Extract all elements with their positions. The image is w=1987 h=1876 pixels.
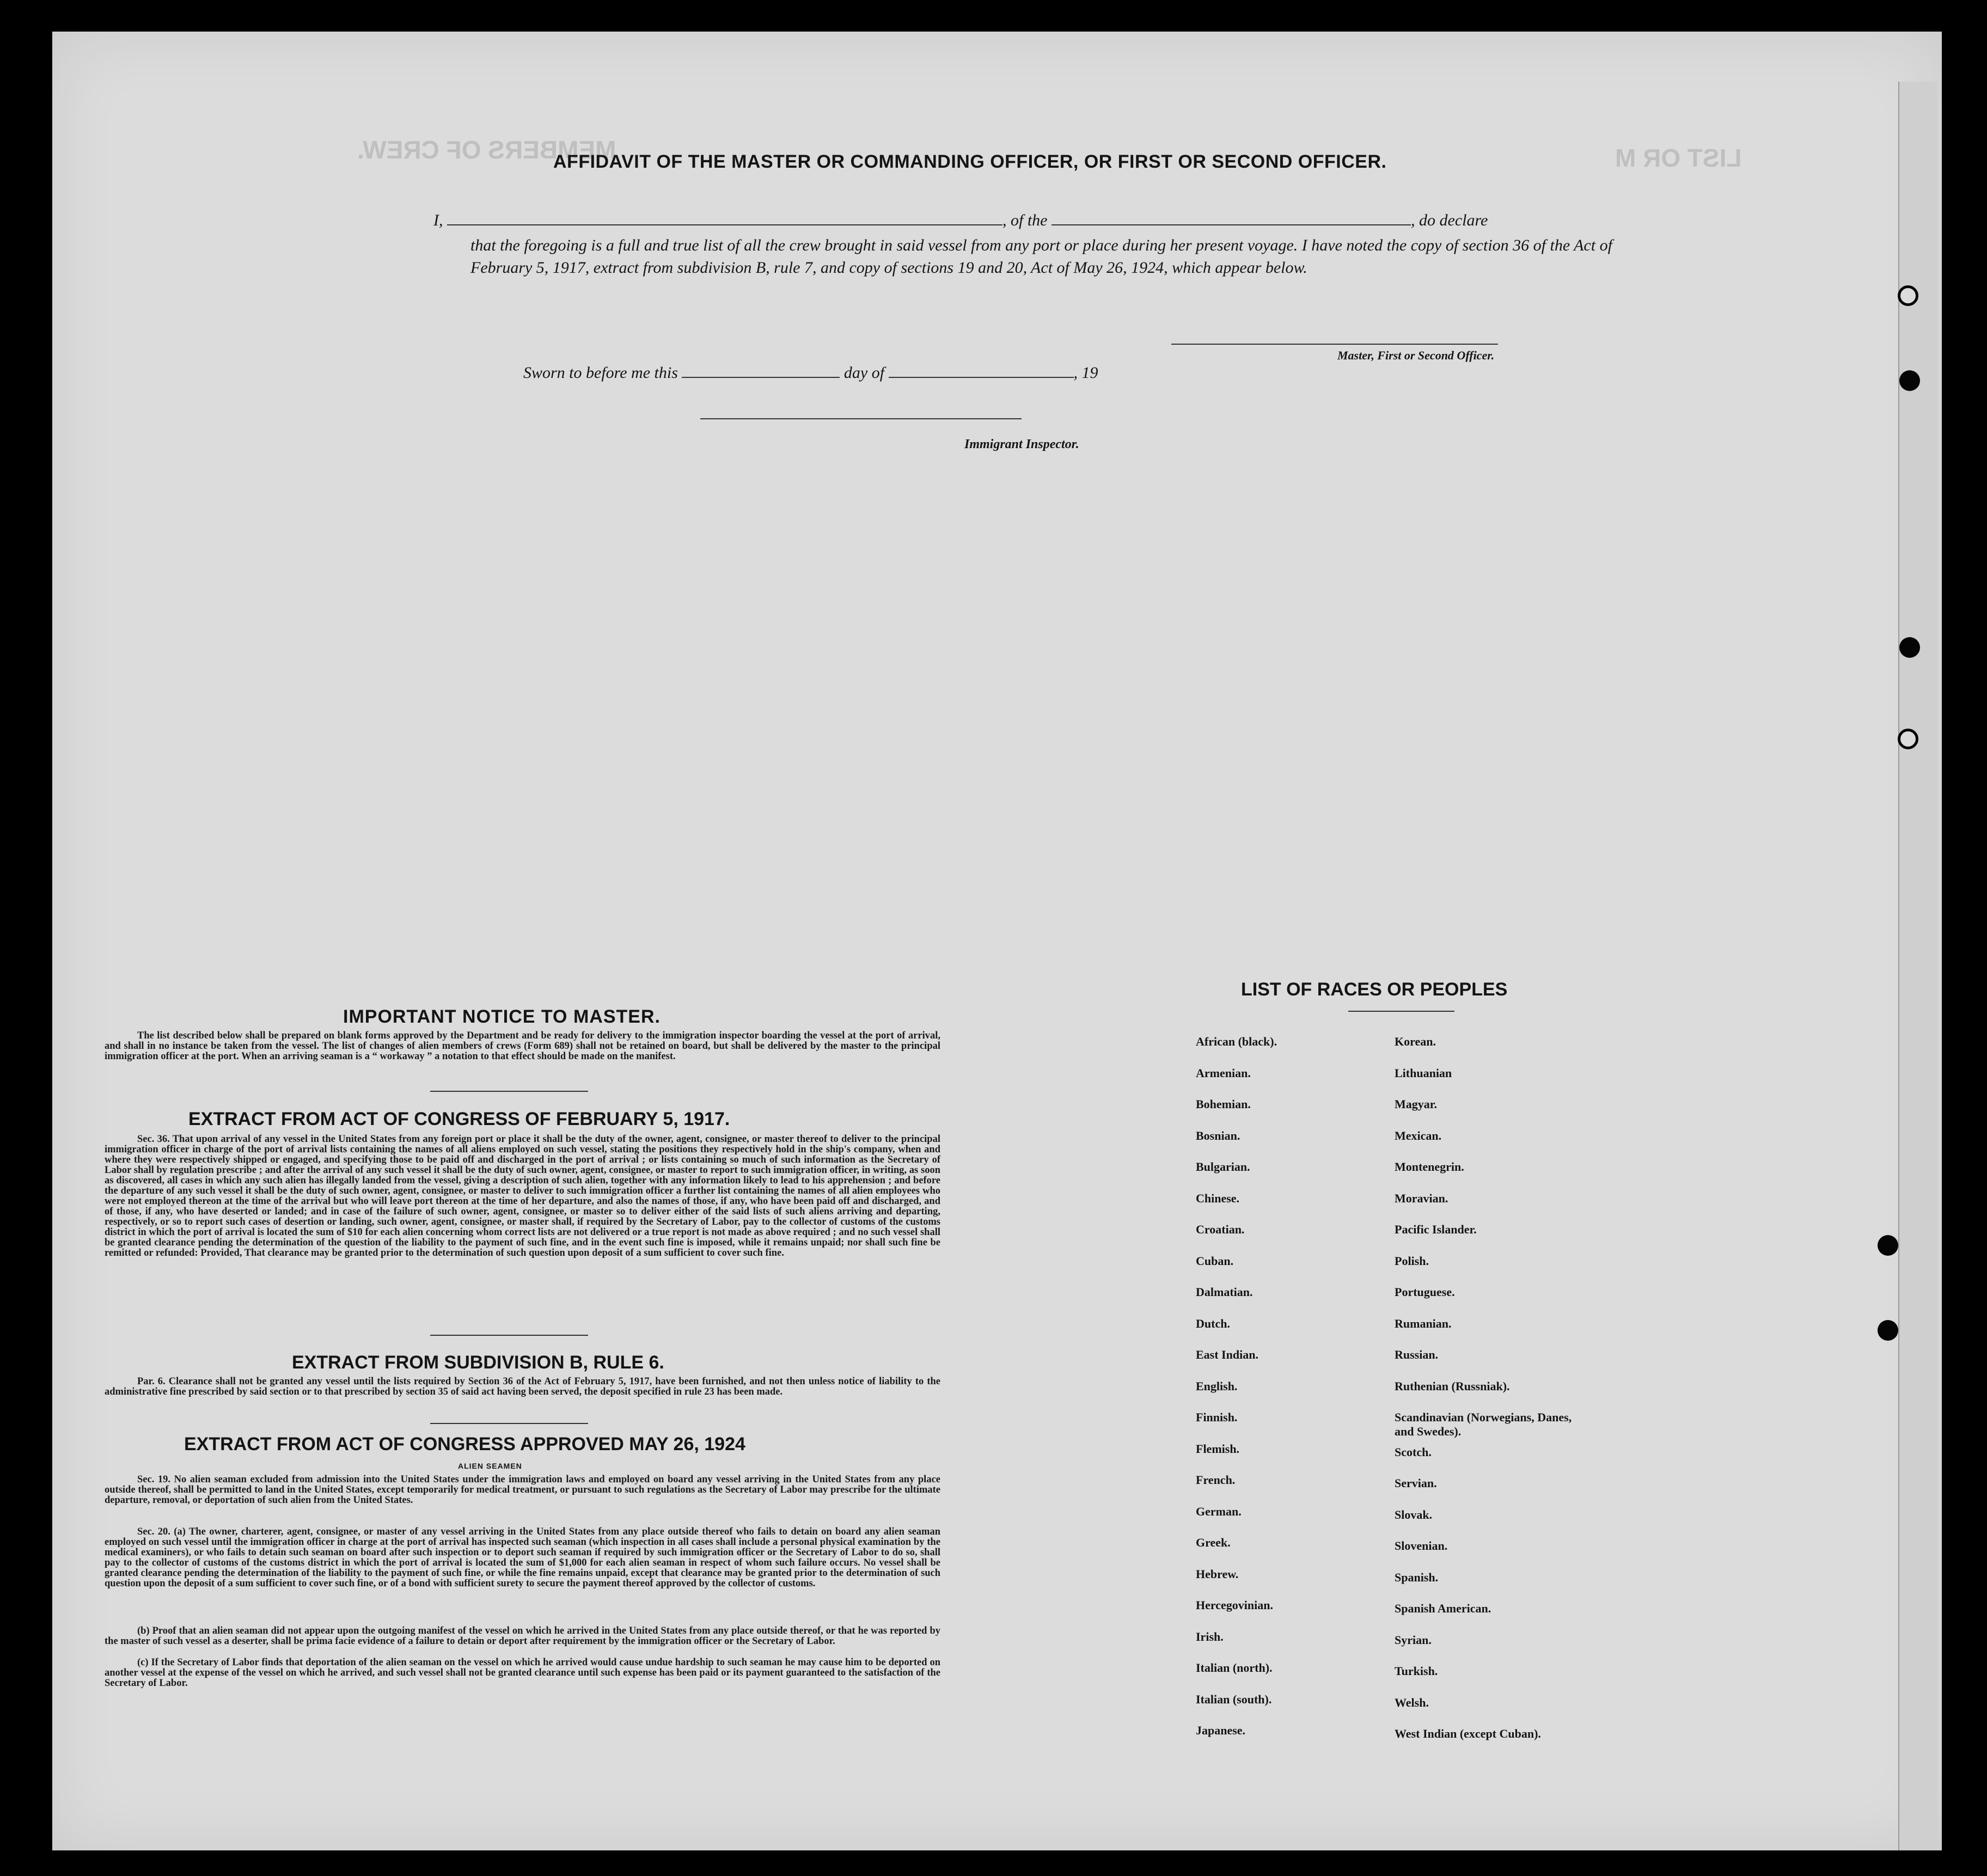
race-item: German. (1196, 1504, 1242, 1518)
race-item: Spanish American. (1395, 1602, 1491, 1615)
race-item: Welsh. (1395, 1695, 1429, 1709)
race-item: Magyar. (1395, 1097, 1438, 1111)
bleed-through-heading-b: MEMBERS OF CREW. (357, 136, 616, 164)
master-signature-caption: Master, First or Second Officer. (1337, 349, 1495, 362)
race-item: East Indian. (1196, 1348, 1258, 1361)
race-item: Bohemian. (1196, 1097, 1251, 1111)
race-item: Dutch. (1196, 1316, 1230, 1330)
extract-1917-body: Sec. 36. That upon arrival of any vessel in the United States from any foreign port or place it shall be the duty of the owner, agent, consignee, or master thereof to deliver to the principal immigration officer in charge of the port of arrival lists containing the names of all aliens employed on such vessel, stating the positions they respectively hold in the ship's company, when and where they were respectively shipped or engaged, and specifying those to be paid off and discharged in the port of arrival ; or lists containing so much of such information as the Secretary of Labor shall by regulation prescribe ; and after the arrival of any such vessel it shall be the duty of such owner, agent, consignee, or master to report to such immigration officer, in writing, as soon as discovered, all cases in which any such alien has illegally landed from the vessel, giving a description of such alien, together with any information likely to lead to his apprehension ; and before the departure of any such vessel it shall be the duty of such owner, agent, consignee, or master to deliver to such immigration officer a further list containing the names of all alien employees who were not employed thereon at the time of the arrival but who will leave port thereon at the time of her departure, and also the names of those, if any, who have been paid off and discharged, and of those, if any, who have deserted or landed; and in case of the failure of such owner, agent, consignee, or master so to deliver either of the said lists of such aliens arriving and departing, respectively, or so to report such cases of desertion or landing, such owner, agent, consignee, or master shall, if required by the Secretary of Labor, pay to the collector of customs of the customs district in which the port of arrival is located the sum of $10 for each alien concerning whom correct lists are not delivered or a true report is not made as above required ; and no such vessel shall be granted clearance pending the determination of the question of the liability to the payment of such fine, and in the event such fine is imposed, while it remains unpaid; nor shall such fine be remitted or refunded: Provided, That clearance may be granted prior to the determination of such question upon deposit of a sum sufficient to cover such fine. (105, 1134, 940, 1258)
race-item: Armenian. (1196, 1066, 1251, 1080)
sworn-label: Sworn to before me this (523, 364, 678, 382)
race-item: Cuban. (1196, 1254, 1234, 1268)
race-item: Lithuanian (1395, 1066, 1452, 1080)
affidavit-body: that the foregoing is a full and true list of all the crew brought in said vessel from any port or place during her present voyage. I have noted the copy of section 36 of the Act of February 5, 1917, extract from subdivision B, rule 7, and copy of sections 19 and 20, Act of May 26, 1924, which appear below. (470, 236, 1612, 277)
extract-rule6-body: Par. 6. Clearance shall not be granted any vessel until the lists required by Section 36 of the Act of February 5, 1917, have been furnished, and not then unless notice of liability to the administrative fine prescribed by said section or to that prescribed by section 35 of said act having been served, the deposit specified in rule 23 has been made. (105, 1376, 940, 1397)
affidavit-line1 (433, 211, 1631, 230)
race-item: African (black). (1196, 1035, 1277, 1048)
year-prefix-label: , 19 (1073, 364, 1098, 382)
sworn-day-field[interactable] (682, 377, 840, 378)
races-divider (1348, 1011, 1454, 1012)
race-item: Pacific Islander. (1395, 1223, 1477, 1236)
punch-hole-4 (1898, 729, 1918, 749)
notice-title: IMPORTANT NOTICE TO MASTER. (343, 1006, 661, 1027)
punch-hole-5 (1878, 1235, 1898, 1256)
race-item: Greek. (1196, 1536, 1231, 1549)
race-item: French. (1196, 1473, 1236, 1487)
vessel-name-field[interactable] (1051, 224, 1411, 225)
extract-1917-title: EXTRACT FROM ACT OF CONGRESS OF FEBRUARY 5, 1917. (188, 1109, 730, 1129)
sec19-body: Sec. 19. No alien seaman excluded from admission into the United States under the immigration laws and employed on board any vessel arriving in the United States from any place outside thereof, shall be permitted to land in the United States, except temporarily for medical treatment, or pursuant to such regulations as the Secretary of Labor may prescribe for the ultimate departure, removal, or deportation of such alien from the United States. (105, 1474, 940, 1506)
extract-1924-title: EXTRACT FROM ACT OF CONGRESS APPROVED MAY 26, 1924 (184, 1434, 745, 1455)
race-item: Bulgarian. (1196, 1160, 1250, 1174)
race-item: Irish. (1196, 1629, 1224, 1643)
race-item: Japanese. (1196, 1724, 1246, 1737)
affidavit-i-label: I, (433, 211, 443, 229)
race-item: Moravian. (1395, 1191, 1448, 1205)
race-item: Slovak. (1395, 1507, 1433, 1521)
race-item: Hercegovinian. (1196, 1598, 1273, 1612)
affidavit-declare-label: , do declare (1411, 211, 1488, 229)
race-item: Chinese. (1196, 1191, 1240, 1205)
punch-hole-6 (1878, 1320, 1898, 1341)
race-item: West Indian (except Cuban). (1395, 1727, 1541, 1740)
races-title: LIST OF RACES OR PEOPLES (1241, 979, 1508, 1000)
race-item: Russian. (1395, 1348, 1439, 1361)
sworn-month-field[interactable] (889, 377, 1074, 378)
punch-hole-2 (1899, 370, 1920, 391)
day-of-label: day of (843, 364, 885, 382)
form-page (52, 32, 1942, 1850)
race-item: Italian (north). (1196, 1661, 1273, 1675)
divider-3 (430, 1423, 588, 1424)
race-item: Ruthenian (Russniak). (1395, 1379, 1510, 1393)
declarant-name-field[interactable] (447, 224, 1002, 225)
inspector-signature-line[interactable] (700, 418, 1022, 419)
race-item: Italian (south). (1196, 1692, 1272, 1706)
race-item: Mexican. (1395, 1128, 1442, 1142)
master-signature-line[interactable] (1171, 344, 1498, 345)
affidavit-of-the-label: , of the (1002, 211, 1048, 229)
notice-body: The list described below shall be prepared on blank forms approved by the Department and be ready for delivery to the immigration inspector boarding the vessel at the port of arrival, and shall in no instance be taken from the vessel. The list of changes of alien members of crews (Form 689) shall not be retained on board, but shall be delivered by the master to the principal immigration officer at the port. When an arriving seaman is a “ workaway ” a notation to that effect should be made on the manifest. (105, 1030, 940, 1062)
punch-hole-1 (1898, 285, 1918, 306)
race-item: Scotch. (1395, 1445, 1432, 1459)
race-item: Polish. (1395, 1254, 1429, 1268)
race-item: Korean. (1395, 1035, 1436, 1048)
sec20a-body: Sec. 20. (a) The owner, charterer, agent, consignee, or master of any vessel arriving in the United States from any place outside thereof who fails to detain on board any alien seaman employed on such vessel until the immigration officer in charge at the port of arrival has inspected such seaman (which inspection in all cases shall include a personal physical examination by the medical examiners), or who fails to detain such seaman on board after such inspection or to deport such seaman if required by such immigration officer or the Secretary of Labor to do so, shall pay to the collector of customs of the customs district in which the port of arrival is located the sum of $1,000 for each alien seaman in respect of whom such failure occurs. No vessel shall be granted clearance pending the determination of the liability to the payment of such fine, or while the fine remains unpaid, except that clearance may be granted prior to the determination of such question upon the deposit of a sum sufficient to cover such fine, or of a bond with sufficient surety to secure the payment thereof approved by the collector of customs. (105, 1526, 940, 1589)
race-item: Turkish. (1395, 1664, 1438, 1678)
race-item: Scandinavian (Norwegians, Danes, and Swedes). (1395, 1410, 1572, 1438)
sec20b-body: (b) Proof that an alien seaman did not appear upon the outgoing manifest of the vessel on which he arrived in the United States from any place outside thereof, or that he was reported by the master of such vessel as a deserter, shall be prima facie evidence of a failure to detain or deport after requirement by the immigration officer or the Secretary of Labor. (105, 1626, 940, 1647)
sworn-line (523, 364, 1098, 382)
divider-1 (430, 1091, 588, 1092)
alien-seamen-subtitle: ALIEN SEAMEN (458, 1462, 522, 1470)
race-item: Bosnian. (1196, 1128, 1240, 1142)
race-item: Finnish. (1196, 1410, 1238, 1424)
race-item: Dalmatian. (1196, 1285, 1253, 1299)
page-edge (1898, 82, 1937, 1850)
race-item: Flemish. (1196, 1441, 1240, 1456)
divider-2 (430, 1335, 588, 1336)
race-item: English. (1196, 1379, 1238, 1393)
bleed-through-heading-a: LIST OR M (1615, 144, 1742, 172)
race-item: Rumanian. (1395, 1316, 1452, 1330)
race-item: Portuguese. (1395, 1285, 1455, 1299)
race-item: Servian. (1395, 1476, 1437, 1490)
race-item: Hebrew. (1196, 1567, 1239, 1581)
race-item: Spanish. (1395, 1570, 1439, 1584)
extract-rule6-title: EXTRACT FROM SUBDIVISION B, RULE 6. (292, 1352, 664, 1373)
punch-hole-3 (1899, 637, 1920, 658)
race-item: Montenegrin. (1395, 1160, 1464, 1174)
sec20c-body: (c) If the Secretary of Labor finds that deportation of the alien seaman on the vessel on which he arrived would cause undue hardship to such seaman he may cause him to be deported on another vessel at the expense of the vessel on which he arrived, and such vessel shall not be granted clearance until such expense has been paid or its payment guaranteed to the satisfaction of the Secretary of Labor. (105, 1657, 940, 1689)
race-item: Syrian. (1395, 1633, 1432, 1647)
inspector-caption: Immigrant Inspector. (964, 437, 1079, 451)
race-item: Croatian. (1196, 1223, 1245, 1236)
affidavit-title: AFFIDAVIT OF THE MASTER OR COMMANDING OFFICER, OR FIRST OR SECOND OFFICER. (553, 151, 1387, 172)
race-item: Slovenian. (1395, 1539, 1448, 1553)
